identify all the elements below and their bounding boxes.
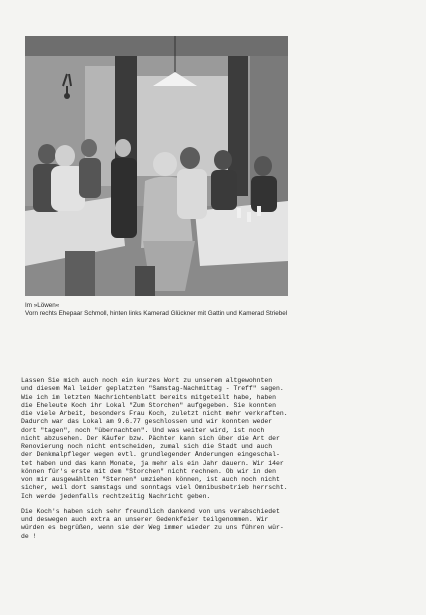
text-line: sicher, weil dort samstags und sonntags viel Omnibusbetrieb herrscht.: [21, 484, 288, 492]
photo-caption: [25, 302, 405, 318]
text-line: Renovierung noch nicht entscheiden, zumal sich die Stadt und auch: [21, 443, 273, 450]
text-line: tet haben und das kann Monate, ja mehr als ein Jahr dauern. Wir 14er: [21, 459, 284, 467]
text-line: der Denkmalpfleger wegen evtl. grundlegender Änderungen eingeschal-: [21, 451, 280, 459]
text-line: Lassen Sie mich auch noch ein kurzes Wort zu unserem altgewohnten: [21, 377, 273, 384]
paragraph-1: [21, 377, 413, 501]
text-line: und diesem Mal leider geplatzten "Samstag-Nachmittag - Treff" sagen.: [21, 385, 284, 393]
text-line: nicht abzusehen. Der Käufer bzw. Pächter kann sich über die Art der: [21, 434, 280, 442]
text-line: de !: [21, 532, 37, 540]
photo-image: [25, 36, 288, 296]
text-line: die viele Arbeit, besonders Frau Koch, zuletzt nicht mehr verkraften.: [21, 410, 288, 417]
text-line: würden es begrüßen, wenn sie der Weg immer wieder zu uns führen wür-: [21, 524, 284, 532]
text-line: die Eheleute Koch ihr Lokal "Zum Storchen" aufgegeben. Sie konnten: [21, 401, 276, 409]
text-line: Die Koch's haben sich sehr freundlich dankend von uns verabschiedet: [21, 507, 280, 515]
text-line: und deswegen auch extra an unserer Gedenkfeier teilgenommen. Wir: [21, 516, 269, 523]
text-line: können für's erste mit dem "Storchen" nicht rechnen. Ob wir in den: [21, 467, 276, 475]
text-line: Ich werde jedenfalls rechtzeitig Nachricht geben.: [21, 492, 211, 500]
paragraph-gap: [21, 501, 413, 508]
caption-description: Vorn rechts Ehepaar Schmoll, hinten links Kamerad Glückner mit Gattin und Kamerad Striebel: [25, 310, 288, 317]
text-line: von mir ausgewählten "Sternen" umziehen können, ist auch noch nicht: [21, 476, 280, 483]
text-line: dort "tagen", noch "übernachten". Und was weiter wird, ist noch: [21, 426, 265, 434]
paragraph-2: [21, 508, 413, 541]
text-line: Dadurch war das Lokal am 9.6.77 geschlossen und wir konnten weder: [21, 418, 273, 426]
photograph-restaurant-gathering: [25, 36, 288, 296]
caption-title: Im »Löwen«: [25, 302, 60, 309]
letter-text: [21, 377, 413, 541]
text-line: Wie ich im letzten Nachrichtenblatt bereits mitgeteilt habe, haben: [21, 393, 276, 401]
